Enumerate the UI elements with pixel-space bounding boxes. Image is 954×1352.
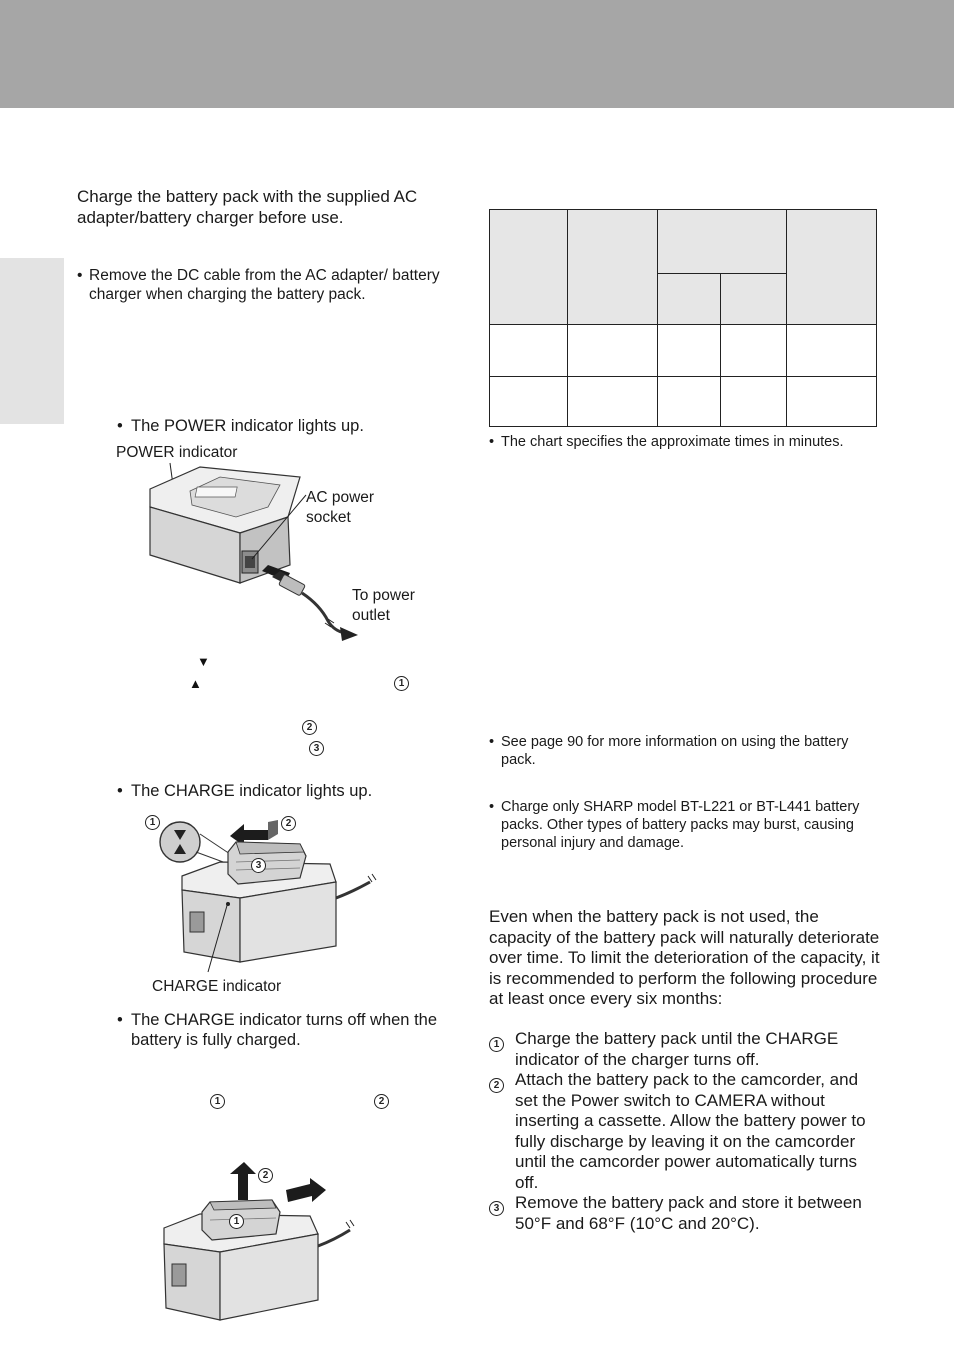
- note-page90: [489, 733, 869, 769]
- chart-subheader-cell: [721, 274, 787, 324]
- charging-time-chart: [489, 209, 877, 427]
- side-tab: [0, 258, 64, 424]
- bullet-dot: •: [117, 782, 123, 800]
- chart-header-cell: [490, 210, 568, 325]
- maintenance-step-2-text: Attach the battery pack to the camcorder, and set the Power switch to CAMERA without inserting a cassette. Allow the battery power to fully discharge by leaving it on the camcorder until the camcorder power automatically turns off.: [515, 1070, 866, 1192]
- charge-indicator-label: CHARGE indicator: [152, 978, 282, 995]
- step-marker-1: 1: [394, 676, 409, 691]
- step-marker-remove-2: 2: [374, 1094, 389, 1109]
- maintenance-step-1-text: Charge the battery pack until the CHARGE indicator of the charger turns off.: [515, 1029, 839, 1069]
- ac-power-socket-label-1: AC power: [306, 489, 375, 506]
- step3-bullet: [117, 1010, 457, 1050]
- intro-note: [77, 266, 469, 304]
- fig3-marker-1: 1: [229, 1214, 244, 1229]
- ac-power-socket-label-2: socket: [306, 509, 351, 526]
- chart-cell: [658, 376, 721, 426]
- arrow-up-marker: ▲: [189, 676, 202, 691]
- intro-text: Charge the battery pack with the supplied AC adapter/battery charger before use.: [77, 187, 418, 227]
- chart-cell: [721, 376, 787, 426]
- to-power-outlet-label-2: outlet: [352, 607, 390, 624]
- step-marker-remove-1: 1: [210, 1094, 225, 1109]
- to-power-outlet-label-1: To power: [352, 587, 415, 604]
- note-sharp-text: Charge only SHARP model BT-L221 or BT-L441 battery packs. Other types of battery packs may burst, causing personal injury and damage.: [501, 799, 860, 851]
- maintenance-step-3: [489, 1193, 881, 1234]
- fig3-marker-2: 2: [258, 1168, 273, 1183]
- step1-bullet-text: The POWER indicator lights up.: [131, 417, 364, 435]
- maintenance-marker-3: 3: [489, 1201, 504, 1216]
- maintenance-intro: Even when the battery pack is not used, the capacity of the battery pack will naturally deteriorate over time. To limit the deterioration of the capacity, it is recommended to perform the following procedure at least once every six months:: [489, 907, 880, 1008]
- step3-bullet-text: The CHARGE indicator turns off when the battery is fully charged.: [131, 1011, 438, 1049]
- chart-note-text: The chart specifies the approximate times in minutes.: [501, 434, 844, 450]
- step1-bullet: [117, 416, 457, 436]
- chart-header-cell: [568, 210, 658, 325]
- step-marker-3: 3: [309, 741, 324, 756]
- power-indicator-label: POWER indicator: [116, 444, 238, 461]
- chart-cell: [568, 376, 658, 426]
- chart-cell: [787, 376, 877, 426]
- maintenance-step-1: [489, 1029, 881, 1070]
- note-page90-text: See page 90 for more information on using the battery pack.: [501, 734, 849, 768]
- step-marker-2: 2: [302, 720, 317, 735]
- chart-cell: [490, 376, 568, 426]
- fig2-marker-1: 1: [145, 815, 160, 830]
- maintenance-step-3-text: Remove the battery pack and store it between 50°F and 68°F (10°C and 20°C).: [515, 1193, 862, 1233]
- chart-cell: [490, 324, 568, 376]
- chart-header-cell: [787, 210, 877, 325]
- fig2-marker-2: 2: [281, 816, 296, 831]
- charger-illustration-2: [140, 812, 385, 977]
- step2-bullet: [117, 781, 457, 801]
- bullet-dot: •: [489, 434, 495, 450]
- header-band: [0, 0, 954, 108]
- bullet-dot: •: [77, 267, 83, 284]
- arrow-down-marker: ▼: [197, 654, 210, 669]
- chart-cell: [568, 324, 658, 376]
- charger-illustration-3: [160, 1160, 365, 1340]
- bullet-dot: •: [489, 799, 495, 815]
- chart-note: [489, 433, 889, 451]
- maintenance-step-2: [489, 1070, 881, 1193]
- bullet-dot: •: [489, 734, 495, 750]
- note-sharp: [489, 798, 869, 852]
- bullet-dot: •: [117, 417, 123, 435]
- maintenance-marker-1: 1: [489, 1037, 504, 1052]
- chart-cell: [787, 324, 877, 376]
- fig2-marker-3: 3: [251, 858, 266, 873]
- maintenance-steps: [489, 1029, 881, 1234]
- step2-bullet-text: The CHARGE indicator lights up.: [131, 782, 373, 800]
- bullet-dot: •: [117, 1011, 123, 1029]
- charger-illustration-1: [140, 455, 365, 645]
- maintenance-marker-2: 2: [489, 1078, 504, 1093]
- intro-note-text: Remove the DC cable from the AC adapter/ battery charger when charging the battery pack.: [89, 267, 440, 303]
- chart-cell: [658, 324, 721, 376]
- chart-cell: [721, 324, 787, 376]
- chart-header-cell: [658, 210, 787, 274]
- chart-subheader-cell: [658, 274, 721, 324]
